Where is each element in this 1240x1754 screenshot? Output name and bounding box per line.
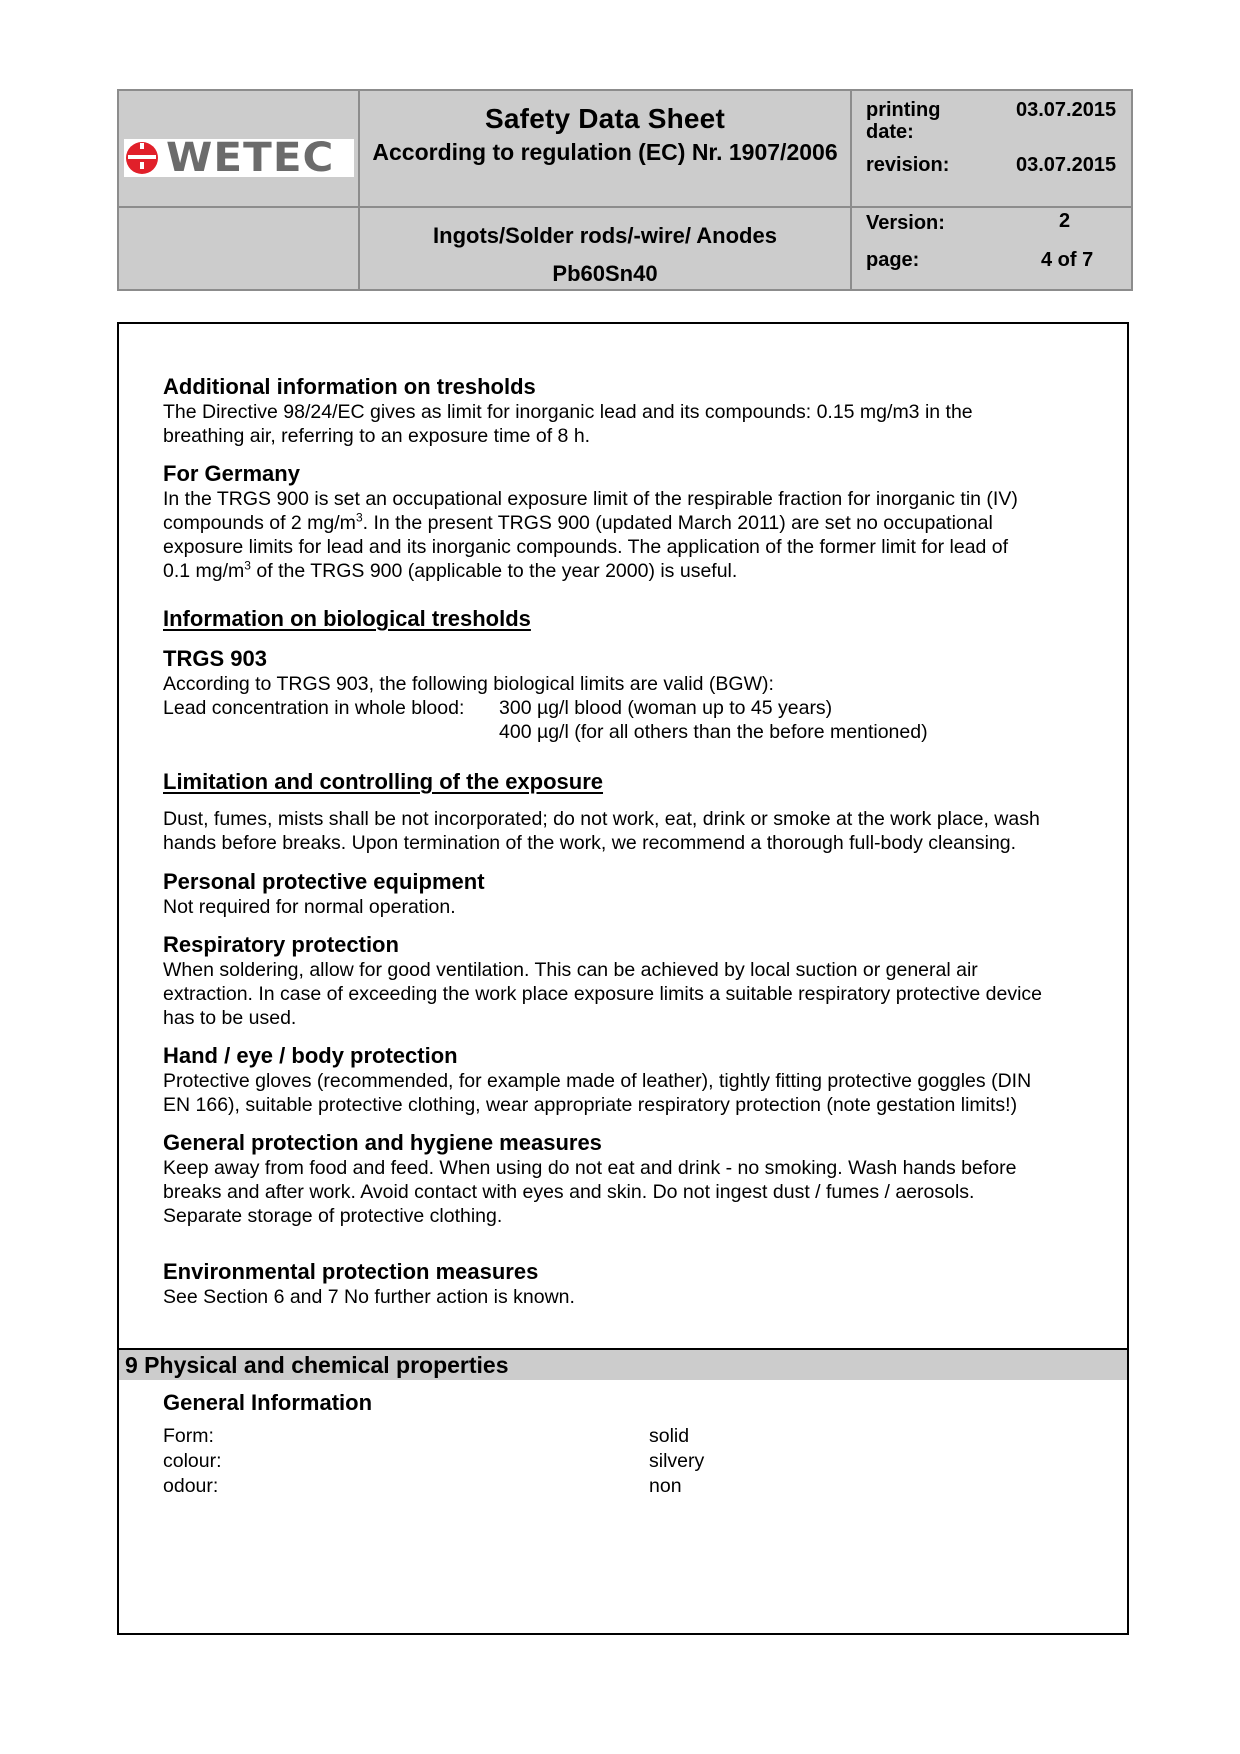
section-heading: General protection and hygiene measures: [163, 1130, 602, 1155]
paragraph-line: breaks and after work. Avoid contact with eyes and skin. Do not ingest dust / fumes / aerosols.: [163, 1181, 975, 1203]
paragraph-line: According to TRGS 903, the following biological limits are valid (BGW):: [163, 673, 774, 695]
header-divider: [850, 91, 852, 289]
paragraph-line: breathing air, referring to an exposure time of 8 h.: [163, 425, 591, 447]
superscript: 3: [244, 558, 251, 573]
revision-value: 03.07.2015: [1016, 154, 1117, 176]
paragraph-line: Protective gloves (recommended, for example made of leather), tightly fitting protective goggles (DIN: [163, 1070, 1032, 1092]
section-heading: Information on biological tresholds: [163, 606, 531, 631]
content-box: [117, 322, 1129, 1635]
printing-date-label-line: printing: [866, 99, 941, 121]
section-respiratory: [163, 932, 1107, 1030]
property-key: odour:: [163, 1475, 219, 1497]
logo-wordmark: WETEC: [166, 135, 335, 181]
product-cell: [360, 208, 850, 291]
text-run: . In the present TRGS 900 (updated March 2011) are set no occupational: [362, 512, 993, 534]
paragraph-line: extraction. In case of exceeding the work place exposure limits a suitable respiratory protective device: [163, 983, 1043, 1005]
section-heading: For Germany: [163, 461, 300, 486]
text-run: 0.1 mg/m: [163, 560, 245, 582]
section-hand-eye-body: [163, 1043, 1107, 1117]
printing-date-value: 03.07.2015: [1016, 99, 1117, 121]
property-row: [163, 1449, 1107, 1474]
paragraph-line: See Section 6 and 7 No further action is known.: [163, 1286, 575, 1308]
bio-limit-value: 300 µg/l blood (woman up to 45 years): [499, 697, 833, 719]
document-subtitle: According to regulation (EC) Nr. 1907/2006: [372, 139, 838, 165]
bio-limit-value: 400 µg/l (for all others than the before mentioned): [499, 721, 928, 743]
property-row: [163, 1424, 1107, 1449]
property-key: colour:: [163, 1450, 222, 1472]
property-row: [163, 1474, 1107, 1499]
section-trgs-903: [163, 646, 1107, 744]
paragraph-line: Keep away from food and feed. When using do not eat and drink - no smoking. Wash hands before: [163, 1157, 1017, 1179]
section-ppe: [163, 869, 1107, 919]
paragraph-line: Separate storage of protective clothing.: [163, 1205, 503, 1227]
subsection-heading: General Information: [163, 1390, 373, 1415]
product-name: Ingots/Solder rods/-wire/ Anodes: [433, 223, 777, 248]
paragraph-line: In the TRGS 900 is set an occupational exposure limit of the respirable fraction for inorganic tin (IV): [163, 488, 1018, 510]
property-value: non: [649, 1475, 682, 1497]
section-heading: Additional information on tresholds: [163, 374, 536, 399]
version-value: 2: [1059, 210, 1071, 232]
paragraph-line: Dust, fumes, mists shall be not incorporated; do not work, eat, drink or smoke at the work place, wash: [163, 808, 1040, 830]
paragraph-line: hands before breaks. Upon termination of the work, we recommend a thorough full-body cleansing.: [163, 832, 1017, 854]
paragraph-line: When soldering, allow for good ventilation. This can be achieved by local suction or general air: [163, 959, 978, 981]
page-number: 4 of 7: [1041, 249, 1094, 271]
section-additional-thresholds: [163, 374, 1107, 448]
document-header: [117, 89, 1133, 291]
bio-limit-label-empty: [163, 720, 499, 744]
paragraph-line: [163, 559, 1107, 583]
section-heading: Environmental protection measures: [163, 1259, 539, 1284]
paragraph-line: has to be used.: [163, 1007, 297, 1029]
section-9-header: [119, 1348, 1127, 1380]
section-environmental: [163, 1259, 1107, 1309]
section-biological-thresholds: [163, 606, 1107, 632]
bio-limit-label: Lead concentration in whole blood:: [163, 697, 465, 719]
text-run: compounds of 2 mg/m: [163, 512, 356, 534]
section-germany: [163, 461, 1107, 583]
paragraph-line: EN 166), suitable protective clothing, wear appropriate respiratory protection (note gestation limits!): [163, 1094, 1018, 1116]
paragraph-line: Not required for normal operation.: [163, 896, 456, 918]
section-exposure-control: [163, 769, 1107, 855]
printing-date-label: [866, 99, 940, 143]
superscript: 3: [355, 510, 363, 525]
section-heading: Respiratory protection: [163, 932, 399, 957]
product-code: Pb60Sn40: [552, 261, 658, 286]
bio-limit-row: [163, 696, 1107, 720]
subsection-heading: TRGS 903: [163, 646, 267, 671]
paragraph-line: exposure limits for lead and its inorganic compounds. The application of the former limit for lead of: [163, 536, 1009, 558]
document-title: Safety Data Sheet: [485, 103, 725, 134]
text-run: of the TRGS 900 (applicable to the year 2000) is useful.: [250, 560, 738, 582]
revision-label: revision:: [866, 154, 950, 176]
section-heading: Limitation and controlling of the exposure: [163, 769, 604, 794]
section-9-title: 9 Physical and chemical properties: [125, 1352, 509, 1378]
property-value: silvery: [649, 1450, 705, 1472]
bio-limit-row: [163, 720, 1107, 744]
section-heading: Personal protective equipment: [163, 869, 485, 894]
company-logo: [124, 135, 354, 181]
paragraph-line: [163, 511, 1107, 535]
paragraph-line: The Directive 98/24/EC gives as limit for inorganic lead and its compounds: 0.15 mg/m3 in the: [163, 401, 973, 423]
version-label: Version:: [866, 212, 945, 234]
property-value: solid: [649, 1425, 690, 1447]
property-key: Form:: [163, 1425, 214, 1447]
page-label: page:: [866, 249, 920, 271]
title-cell: [360, 91, 850, 206]
printing-date-label-line: date:: [866, 121, 914, 143]
section-9-general-info: [163, 1390, 1107, 1499]
wetec-emblem-icon: [124, 140, 160, 176]
section-hygiene: [163, 1130, 1107, 1228]
section-heading: Hand / eye / body protection: [163, 1043, 458, 1068]
